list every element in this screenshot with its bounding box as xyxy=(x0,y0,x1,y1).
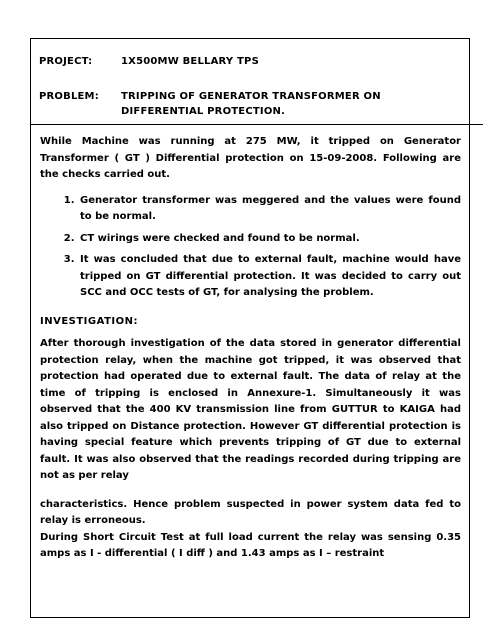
document-frame xyxy=(30,38,470,618)
investigation-heading: INVESTIGATION: xyxy=(40,315,138,327)
problem-value-line2: DIFFERENTIAL PROTECTION. xyxy=(121,106,286,117)
project-row xyxy=(39,56,259,67)
problem-value xyxy=(121,89,381,119)
problem-value-line1: TRIPPING OF GENERATOR TRANSFORMER ON xyxy=(121,91,381,102)
checks-list xyxy=(40,193,461,302)
check-item: 1. Generator transformer was meggered and the values were found to be normal. xyxy=(78,193,461,226)
scc-paragraph: During Short Circuit Test at full load current the relay was sensing 0.35 amps as I - differential ( I diff ) and 1.43 amps as I – restraint xyxy=(40,531,461,559)
problem-row xyxy=(39,89,381,119)
continuation-paragraph: characteristics. Hence problem suspected in power system data fed to relay is erroneous. xyxy=(40,498,461,526)
paragraph-gap xyxy=(40,485,461,497)
investigation-paragraph: After thorough investigation of the data stored in generator differential protection relay, when the machine got tripped, it was observed that protection had operated due to external fault. The data of relay at the time of tripping is enclosed in Annexure-1. Simultaneously it was observed that the 400 KV transmission line from GUTTUR to KAIGA had also tripped on Distance protection. However GT differential protection is having special feature which prevents tripping of GT due to external fault. It was also observed that the readings recorded during tripping are not as per relay xyxy=(40,338,461,481)
check-item: 2. CT wirings were checked and found to be normal. xyxy=(78,231,461,248)
intro-paragraph: While Machine was running at 275 MW, it tripped on Generator Transformer ( GT ) Differential protection on 15-09-2008. Following are the checks carried out. xyxy=(40,136,461,180)
document-body xyxy=(40,134,461,563)
check-item: 3. It was concluded that due to external fault, machine would have tripped on GT differential protection. It was decided to carry out SCC and OCC tests of GT, for analysing the problem. xyxy=(78,252,461,302)
project-label: PROJECT: xyxy=(39,56,93,67)
project-value: 1X500MW BELLARY TPS xyxy=(121,56,259,67)
document-header xyxy=(31,39,469,124)
header-divider xyxy=(31,124,483,125)
problem-label: PROBLEM: xyxy=(39,91,99,102)
